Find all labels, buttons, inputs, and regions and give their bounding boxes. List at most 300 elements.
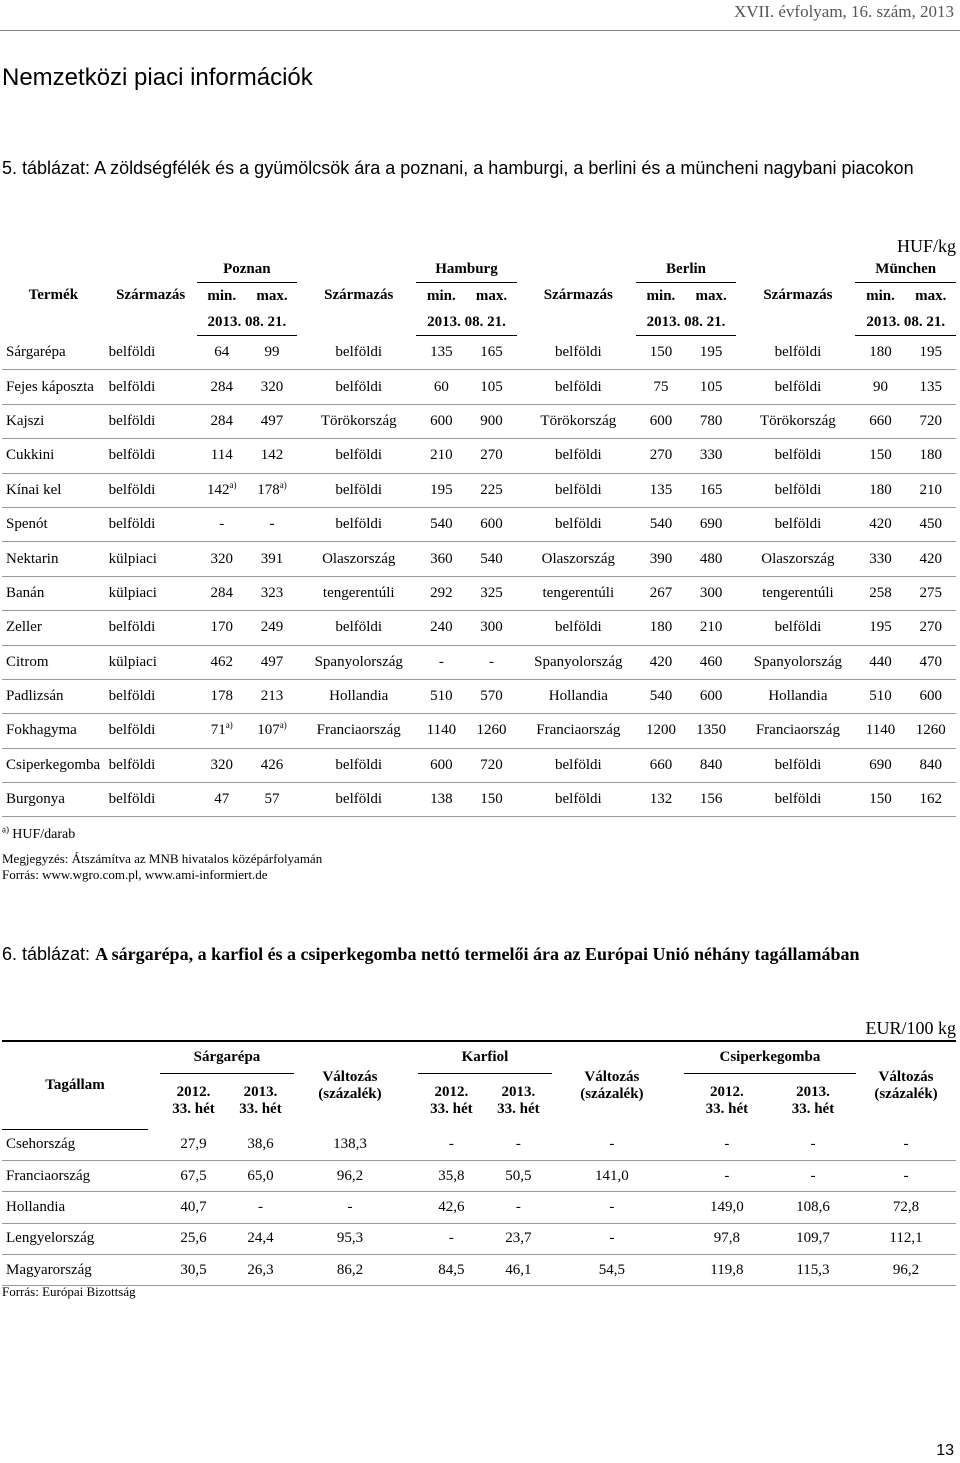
min-price-cell: 284 <box>197 576 247 610</box>
origin-cell: belföldi <box>105 439 197 473</box>
origin-cell: belföldi <box>740 336 855 370</box>
min-price-cell: 440 <box>855 645 905 679</box>
col-min: min. <box>866 287 895 304</box>
min-price-cell: - <box>197 507 247 541</box>
week-label: 33. hét <box>705 1101 749 1118</box>
max-price-cell: 600 <box>686 679 736 713</box>
year-label: 2012. <box>710 1084 744 1101</box>
origin-cell: belföldi <box>521 507 636 541</box>
product-cell: Cukkini <box>2 439 105 473</box>
change-cell: - <box>856 1160 956 1191</box>
price-cell: 108,6 <box>770 1192 856 1223</box>
table6-caption-prefix: 6. táblázat: <box>2 944 91 964</box>
origin-cell: belföldi <box>105 507 197 541</box>
table-row <box>2 1192 956 1223</box>
min-price-cell: 135 <box>416 336 466 370</box>
origin-cell: belföldi <box>105 611 197 645</box>
gap-cell <box>672 1223 684 1254</box>
table5-footnote <box>2 826 322 843</box>
max-price-cell: 480 <box>686 542 736 576</box>
footnote-mark: a) <box>229 479 237 490</box>
table-row <box>2 714 956 748</box>
table5-note: Megjegyzés: Átszámítva az MNB hivatalos középárfolyamán <box>2 851 323 866</box>
country-cell: Hollandia <box>2 1192 148 1223</box>
product-cell: Fokhagyma <box>2 714 105 748</box>
price-cell: 149,0 <box>684 1192 770 1223</box>
origin-cell: tengerentúli <box>521 576 636 610</box>
table-row <box>2 336 956 370</box>
max-price-cell: 325 <box>466 576 516 610</box>
min-price-cell: 690 <box>855 748 905 782</box>
origin-cell: belföldi <box>521 783 636 817</box>
origin-cell: tengerentúli <box>301 576 416 610</box>
origin-cell: Olaszország <box>521 542 636 576</box>
country-cell: Magyarország <box>2 1255 148 1286</box>
max-price-cell: 142 <box>247 439 297 473</box>
price-cell: 38,6 <box>227 1129 294 1160</box>
product-cell: Citrom <box>2 645 105 679</box>
year-header <box>684 1073 770 1129</box>
change-cell: 112,1 <box>856 1223 956 1254</box>
header-rule <box>0 30 960 31</box>
date-header: 2013. 08. 21. <box>636 309 736 336</box>
col-szarmazas: Származás <box>763 287 833 304</box>
origin-cell: Törökország <box>521 404 636 438</box>
col-tagallam: Tagállam <box>2 1041 148 1129</box>
origin-cell: belföldi <box>105 714 197 748</box>
change-label: Változás <box>584 1068 640 1085</box>
year-label: 2013. <box>243 1084 278 1101</box>
country-cell: Franciaország <box>2 1160 148 1191</box>
year-label: 2013. <box>501 1084 536 1101</box>
gap-cell <box>672 1192 684 1223</box>
min-price-cell: 135 <box>636 473 686 507</box>
min-price-cell: 1200 <box>636 714 686 748</box>
gap-cell <box>148 1255 160 1286</box>
gap-cell <box>406 1223 418 1254</box>
group-header: Csiperkegomba <box>684 1041 856 1073</box>
change-cell: 95,3 <box>294 1223 406 1254</box>
year-header <box>485 1073 552 1129</box>
origin-cell: belföldi <box>740 473 855 507</box>
group-header: Karfiol <box>418 1041 552 1073</box>
price-cell: - <box>485 1192 552 1223</box>
price-cell: 50,5 <box>485 1160 552 1191</box>
origin-cell: belföldi <box>301 473 416 507</box>
gap-cell <box>406 1129 418 1160</box>
max-price-cell: 225 <box>466 473 516 507</box>
change-cell: 96,2 <box>856 1255 956 1286</box>
gap-cell <box>406 1160 418 1191</box>
price-cell: 30,5 <box>160 1255 227 1286</box>
price-cell: 46,1 <box>485 1255 552 1286</box>
origin-cell: belföldi <box>301 507 416 541</box>
min-price-cell: 360 <box>416 542 466 576</box>
max-price-cell: 470 <box>906 645 956 679</box>
table-row <box>2 783 956 817</box>
min-price-cell: 660 <box>855 404 905 438</box>
price-cell: 84,5 <box>418 1255 485 1286</box>
max-price-cell <box>247 714 297 748</box>
min-price-cell: 320 <box>197 748 247 782</box>
max-price-cell: 720 <box>906 404 956 438</box>
origin-cell: Franciaország <box>521 714 636 748</box>
max-price-cell: 99 <box>247 336 297 370</box>
origin-cell: belföldi <box>301 336 416 370</box>
price-cell: 115,3 <box>770 1255 856 1286</box>
origin-cell: belföldi <box>740 783 855 817</box>
origin-cell: belföldi <box>740 439 855 473</box>
product-cell: Banán <box>2 576 105 610</box>
min-price-cell: 660 <box>636 748 686 782</box>
table-row <box>2 439 956 473</box>
min-price-cell: 180 <box>855 336 905 370</box>
table-row <box>2 473 956 507</box>
max-price-cell: 320 <box>247 370 297 404</box>
price-cell: 65,0 <box>227 1160 294 1191</box>
change-cell: - <box>856 1129 956 1160</box>
change-unit: (százalék) <box>580 1085 644 1102</box>
price-cell: - <box>684 1129 770 1160</box>
price-cell: 109,7 <box>770 1223 856 1254</box>
price-cell: - <box>684 1160 770 1191</box>
product-cell: Nektarin <box>2 542 105 576</box>
week-label: 33. hét <box>239 1101 282 1118</box>
origin-cell: Spanyolország <box>301 645 416 679</box>
max-price-cell: 300 <box>686 576 736 610</box>
change-header <box>856 1041 956 1129</box>
max-price-cell: 150 <box>466 783 516 817</box>
origin-cell: belföldi <box>301 611 416 645</box>
price-value: 107 <box>257 722 280 739</box>
origin-cell: Olaszország <box>301 542 416 576</box>
min-price-cell: 180 <box>855 473 905 507</box>
price-cell: 42,6 <box>418 1192 485 1223</box>
min-price-cell: 540 <box>636 679 686 713</box>
min-price-cell: 150 <box>636 336 686 370</box>
min-price-cell: 195 <box>855 611 905 645</box>
max-price-cell: - <box>466 645 516 679</box>
table5-caption <box>2 156 942 180</box>
origin-cell: belföldi <box>521 336 636 370</box>
max-price-cell: 450 <box>906 507 956 541</box>
min-price-cell: 195 <box>416 473 466 507</box>
max-price-cell: 162 <box>906 783 956 817</box>
origin-cell: Olaszország <box>740 542 855 576</box>
change-unit: (százalék) <box>874 1085 938 1102</box>
price-cell: - <box>485 1129 552 1160</box>
year-label: 2012. <box>434 1084 469 1101</box>
price-cell: 24,4 <box>227 1223 294 1254</box>
min-price-cell: 292 <box>416 576 466 610</box>
max-price-cell: 270 <box>466 439 516 473</box>
min-price-cell: 510 <box>416 679 466 713</box>
max-price-cell: 780 <box>686 404 736 438</box>
max-price-cell: 330 <box>686 439 736 473</box>
origin-cell: Spanyolország <box>740 645 855 679</box>
origin-cell: belföldi <box>521 748 636 782</box>
gap-cell <box>406 1192 418 1223</box>
origin-cell: külpiaci <box>105 576 197 610</box>
max-price-cell: 135 <box>906 370 956 404</box>
min-price-cell: 510 <box>855 679 905 713</box>
max-price-cell: 420 <box>906 542 956 576</box>
max-price-cell <box>247 473 297 507</box>
min-price-cell <box>197 714 247 748</box>
change-label: Változás <box>878 1068 934 1085</box>
max-price-cell: 213 <box>247 679 297 713</box>
max-price-cell: 180 <box>906 439 956 473</box>
min-price-cell: 64 <box>197 336 247 370</box>
min-price-cell: 1140 <box>416 714 466 748</box>
min-price-cell: 320 <box>197 542 247 576</box>
max-price-cell: 165 <box>466 336 516 370</box>
max-price-cell: 1350 <box>686 714 736 748</box>
product-cell: Fejes káposzta <box>2 370 105 404</box>
max-price-cell: 460 <box>686 645 736 679</box>
origin-cell: belföldi <box>105 783 197 817</box>
year-header <box>770 1073 856 1129</box>
date-header: 2013. 08. 21. <box>416 309 516 336</box>
origin-cell: belföldi <box>105 679 197 713</box>
price-cell: 25,6 <box>160 1223 227 1254</box>
min-price-cell: 258 <box>855 576 905 610</box>
origin-cell: belföldi <box>105 748 197 782</box>
city-header: München <box>855 256 956 283</box>
footnote-mark: a) <box>225 720 233 731</box>
max-price-cell: 210 <box>906 473 956 507</box>
price-value: 178 <box>257 481 280 498</box>
change-cell: 54,5 <box>552 1255 672 1286</box>
year-header <box>418 1073 485 1129</box>
table-row <box>2 1255 956 1286</box>
min-price-cell: 600 <box>636 404 686 438</box>
origin-cell: belföldi <box>105 404 197 438</box>
min-price-cell: 60 <box>416 370 466 404</box>
max-price-cell: 600 <box>466 507 516 541</box>
change-cell: - <box>552 1129 672 1160</box>
origin-cell: belföldi <box>740 370 855 404</box>
origin-cell: belföldi <box>301 370 416 404</box>
col-max: max. <box>475 287 508 304</box>
min-price-cell: 270 <box>636 439 686 473</box>
gap-cell <box>672 1129 684 1160</box>
change-header <box>294 1041 406 1129</box>
min-price-cell: 1140 <box>855 714 905 748</box>
product-cell: Csiperkegomba <box>2 748 105 782</box>
gap-cell <box>148 1223 160 1254</box>
origin-cell: külpiaci <box>105 645 197 679</box>
col-min: min. <box>426 287 456 304</box>
col-szarmazas: Származás <box>543 287 613 304</box>
min-price-cell: 178 <box>197 679 247 713</box>
min-price-cell: 47 <box>197 783 247 817</box>
price-cell: - <box>227 1192 294 1223</box>
origin-cell: Hollandia <box>740 679 855 713</box>
change-cell: - <box>552 1192 672 1223</box>
max-price-cell: 900 <box>466 404 516 438</box>
max-price-cell: 840 <box>686 748 736 782</box>
price-cell: - <box>418 1223 485 1254</box>
min-price-cell: 462 <box>197 645 247 679</box>
change-cell: - <box>552 1223 672 1254</box>
max-price-cell: 57 <box>247 783 297 817</box>
table-row <box>2 611 956 645</box>
min-price-cell: 138 <box>416 783 466 817</box>
max-price-cell: 249 <box>247 611 297 645</box>
max-price-cell: 840 <box>906 748 956 782</box>
change-cell: - <box>294 1192 406 1223</box>
table-row <box>2 370 956 404</box>
origin-cell: Franciaország <box>301 714 416 748</box>
min-price-cell: 210 <box>416 439 466 473</box>
change-label: Változás <box>322 1068 378 1085</box>
max-price-cell: 391 <box>247 542 297 576</box>
price-cell: 35,8 <box>418 1160 485 1191</box>
date-header: 2013. 08. 21. <box>197 309 297 336</box>
min-price-cell: 180 <box>636 611 686 645</box>
footnote-text: HUF/darab <box>12 827 76 842</box>
col-min: min. <box>207 287 237 304</box>
year-header <box>227 1073 294 1129</box>
max-price-cell: 300 <box>466 611 516 645</box>
origin-cell: belföldi <box>521 611 636 645</box>
year-label: 2012. <box>176 1084 211 1101</box>
origin-cell: Franciaország <box>740 714 855 748</box>
city-header: Berlin <box>636 256 736 283</box>
col-max: max. <box>695 287 727 304</box>
table6 <box>2 1040 956 1286</box>
price-cell: 40,7 <box>160 1192 227 1223</box>
city-header: Hamburg <box>416 256 516 283</box>
table-row <box>2 748 956 782</box>
week-label: 33. hét <box>497 1101 540 1118</box>
change-cell: 86,2 <box>294 1255 406 1286</box>
min-price-cell: 150 <box>855 783 905 817</box>
max-price-cell: 195 <box>906 336 956 370</box>
col-max: max. <box>915 287 947 304</box>
max-price-cell: 275 <box>906 576 956 610</box>
change-cell: 141,0 <box>552 1160 672 1191</box>
table5-source: Forrás: www.wgro.com.pl, www.ami-informiert.de <box>2 867 268 882</box>
max-price-cell: 323 <box>247 576 297 610</box>
max-price-cell: 105 <box>686 370 736 404</box>
max-price-cell: 540 <box>466 542 516 576</box>
origin-cell: tengerentúli <box>740 576 855 610</box>
table6-source: Forrás: Európai Bizottság <box>2 1284 136 1299</box>
price-cell: 26,3 <box>227 1255 294 1286</box>
price-value: 142 <box>207 481 230 498</box>
table6-body <box>2 1129 956 1286</box>
min-price-cell: 150 <box>855 439 905 473</box>
origin-cell: belföldi <box>521 370 636 404</box>
table6-caption-text: A sárgarépa, a karfiol és a csiperkegomba nettó termelői ára az Európai Unió néhány tagállamában <box>95 944 860 964</box>
table5-caption-text: A zöldségfélék és a gyümölcsök ára a poznani, a hamburgi, a berlini és a müncheni nagybani piacokon <box>94 158 914 178</box>
min-price-cell: 284 <box>197 370 247 404</box>
origin-cell: belföldi <box>740 507 855 541</box>
price-cell: - <box>770 1129 856 1160</box>
table-row <box>2 542 956 576</box>
change-cell: 96,2 <box>294 1160 406 1191</box>
min-price-cell: 240 <box>416 611 466 645</box>
min-price-cell: 132 <box>636 783 686 817</box>
table-row <box>2 645 956 679</box>
table-row <box>2 404 956 438</box>
table-row <box>2 679 956 713</box>
page-number: 13 <box>936 1442 954 1459</box>
origin-cell: külpiaci <box>105 542 197 576</box>
price-cell: 97,8 <box>684 1223 770 1254</box>
change-unit: (százalék) <box>318 1085 382 1102</box>
max-price-cell: 497 <box>247 645 297 679</box>
max-price-cell: 1260 <box>466 714 516 748</box>
footnote-mark: a) <box>2 824 9 835</box>
origin-cell: belföldi <box>740 748 855 782</box>
table-row <box>2 576 956 610</box>
max-price-cell: 105 <box>466 370 516 404</box>
week-label: 33. hét <box>791 1101 835 1118</box>
table5-notes <box>2 826 322 883</box>
table6-caption <box>2 942 942 966</box>
table5 <box>2 256 956 817</box>
gap-cell <box>672 1255 684 1286</box>
origin-cell: Hollandia <box>521 679 636 713</box>
change-cell: 138,3 <box>294 1129 406 1160</box>
gap-cell <box>148 1192 160 1223</box>
change-header <box>552 1041 672 1129</box>
table-row <box>2 507 956 541</box>
product-cell: Kínai kel <box>2 473 105 507</box>
country-cell: Lengyelország <box>2 1223 148 1254</box>
max-price-cell: 720 <box>466 748 516 782</box>
max-price-cell: 210 <box>686 611 736 645</box>
product-cell: Kajszi <box>2 404 105 438</box>
origin-cell: belföldi <box>301 439 416 473</box>
min-price-cell: - <box>416 645 466 679</box>
max-price-cell: 156 <box>686 783 736 817</box>
col-termek: Termék <box>28 287 79 304</box>
origin-cell: belföldi <box>301 783 416 817</box>
price-cell: - <box>418 1129 485 1160</box>
origin-cell: belföldi <box>105 370 197 404</box>
min-price-cell: 600 <box>416 404 466 438</box>
col-szarmazas: Származás <box>116 287 186 304</box>
col-max: max. <box>256 287 288 304</box>
origin-cell: belföldi <box>301 748 416 782</box>
max-price-cell: 600 <box>906 679 956 713</box>
min-price-cell: 284 <box>197 404 247 438</box>
min-price-cell: 420 <box>855 507 905 541</box>
origin-cell: belföldi <box>521 473 636 507</box>
table6-unit: EUR/100 kg <box>865 1018 956 1038</box>
table5-unit: HUF/kg <box>896 236 956 256</box>
max-price-cell: 497 <box>247 404 297 438</box>
product-cell: Burgonya <box>2 783 105 817</box>
origin-cell: Törökország <box>740 404 855 438</box>
table-row <box>2 1129 956 1160</box>
max-price-cell: 570 <box>466 679 516 713</box>
max-price-cell: - <box>247 507 297 541</box>
max-price-cell: 690 <box>686 507 736 541</box>
section-title: Nemzetközi piaci információk <box>2 64 313 91</box>
col-min: min. <box>646 287 676 304</box>
min-price-cell <box>197 473 247 507</box>
price-cell: 119,8 <box>684 1255 770 1286</box>
min-price-cell: 90 <box>855 370 905 404</box>
table5-body <box>2 336 956 817</box>
change-cell: 72,8 <box>856 1192 956 1223</box>
gap-cell <box>406 1255 418 1286</box>
